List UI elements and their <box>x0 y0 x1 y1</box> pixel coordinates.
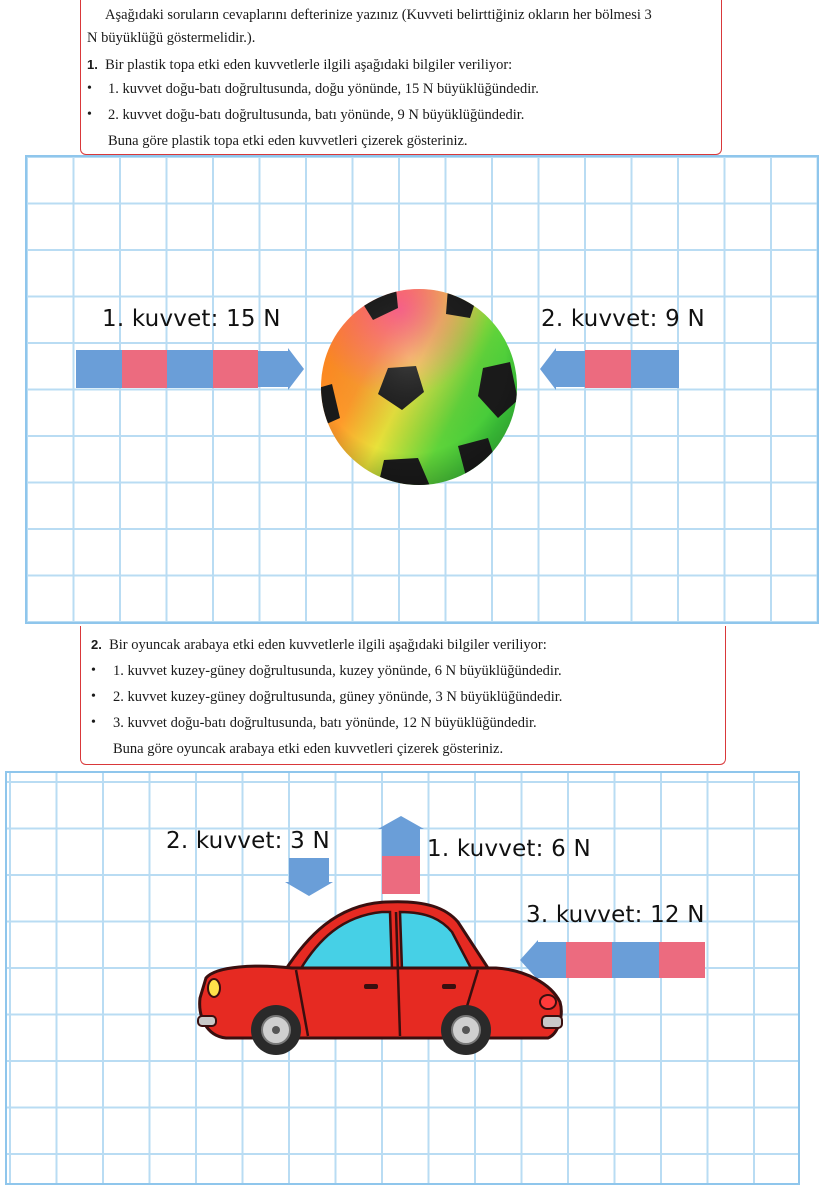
arrow-head-right-icon <box>258 348 306 390</box>
question-1-stem <box>87 57 512 74</box>
arrow-segment <box>585 350 631 388</box>
arrow-segment <box>382 856 420 894</box>
question-2-text: Bir oyuncak arabaya etki eden kuvvetlerle ilgili aşağıdaki bilgiler veriliyor: <box>109 637 547 653</box>
q1-bullet-1: 1. kuvvet doğu-batı doğrultusunda, doğu yönünde, 15 N büyüklüğündedir. <box>108 81 539 97</box>
q2-force-3-label: 3. kuvvet: 12 N <box>526 902 705 928</box>
arrow-segment <box>122 350 167 388</box>
question-2-number: 2. <box>91 637 102 652</box>
intro-line-2: N büyüklüğü göstermelidir.). <box>87 30 256 46</box>
arrow-segment <box>566 942 612 978</box>
bullet-icon: • <box>91 715 96 730</box>
q2-force-1-label: 1. kuvvet: 6 N <box>427 836 591 862</box>
arrow-head-left-icon <box>538 348 586 390</box>
q1-task: Buna göre plastik topa etki eden kuvvetleri çizerek gösteriniz. <box>108 133 468 149</box>
arrow-segment <box>612 942 659 978</box>
arrow-head-up-icon <box>377 816 425 858</box>
arrow-segment <box>76 350 122 388</box>
q1-force-1-label: 1. kuvvet: 15 N <box>102 306 281 332</box>
question-1-text: Bir plastik topa etki eden kuvvetlerle ilgili aşağıdaki bilgiler veriliyor: <box>105 57 513 73</box>
q2-bullet-1: 1. kuvvet kuzey-güney doğrultusunda, kuzey yönünde, 6 N büyüklüğündedir. <box>113 663 562 679</box>
arrow-segment <box>659 942 705 978</box>
arrow-segment <box>631 350 679 388</box>
q2-force-2-label: 2. kuvvet: 3 N <box>166 828 330 854</box>
rainbow-ball-image <box>318 288 520 486</box>
q2-bullet-2: 2. kuvvet kuzey-güney doğrultusunda, güney yönünde, 3 N büyüklüğündedir. <box>113 689 563 705</box>
bullet-icon: • <box>87 107 92 122</box>
q1-bullet-2: 2. kuvvet doğu-batı doğrultusunda, batı yönünde, 9 N büyüklüğündedir. <box>108 107 525 123</box>
intro-line-1: Aşağıdaki soruların cevaplarını defterinize yazınız (Kuvveti belirttiğiniz okların her bölmesi 3 <box>105 7 652 23</box>
arrow-segment <box>167 350 213 388</box>
q2-force-2-arrow-down-icon <box>285 858 335 898</box>
q1-force-2-label: 2. kuvvet: 9 N <box>541 306 705 332</box>
question-2-stem <box>91 637 547 654</box>
q2-bullet-3: 3. kuvvet doğu-batı doğrultusunda, batı yönünde, 12 N büyüklüğündedir. <box>113 715 537 731</box>
bullet-icon: • <box>91 689 96 704</box>
arrow-segment <box>213 350 258 388</box>
question-1-number: 1. <box>87 57 98 72</box>
q2-task: Buna göre oyuncak arabaya etki eden kuvvetleri çizerek gösteriniz. <box>113 741 504 757</box>
bullet-icon: • <box>91 663 96 678</box>
bullet-icon: • <box>87 81 92 96</box>
red-toy-car-image <box>196 898 564 1058</box>
